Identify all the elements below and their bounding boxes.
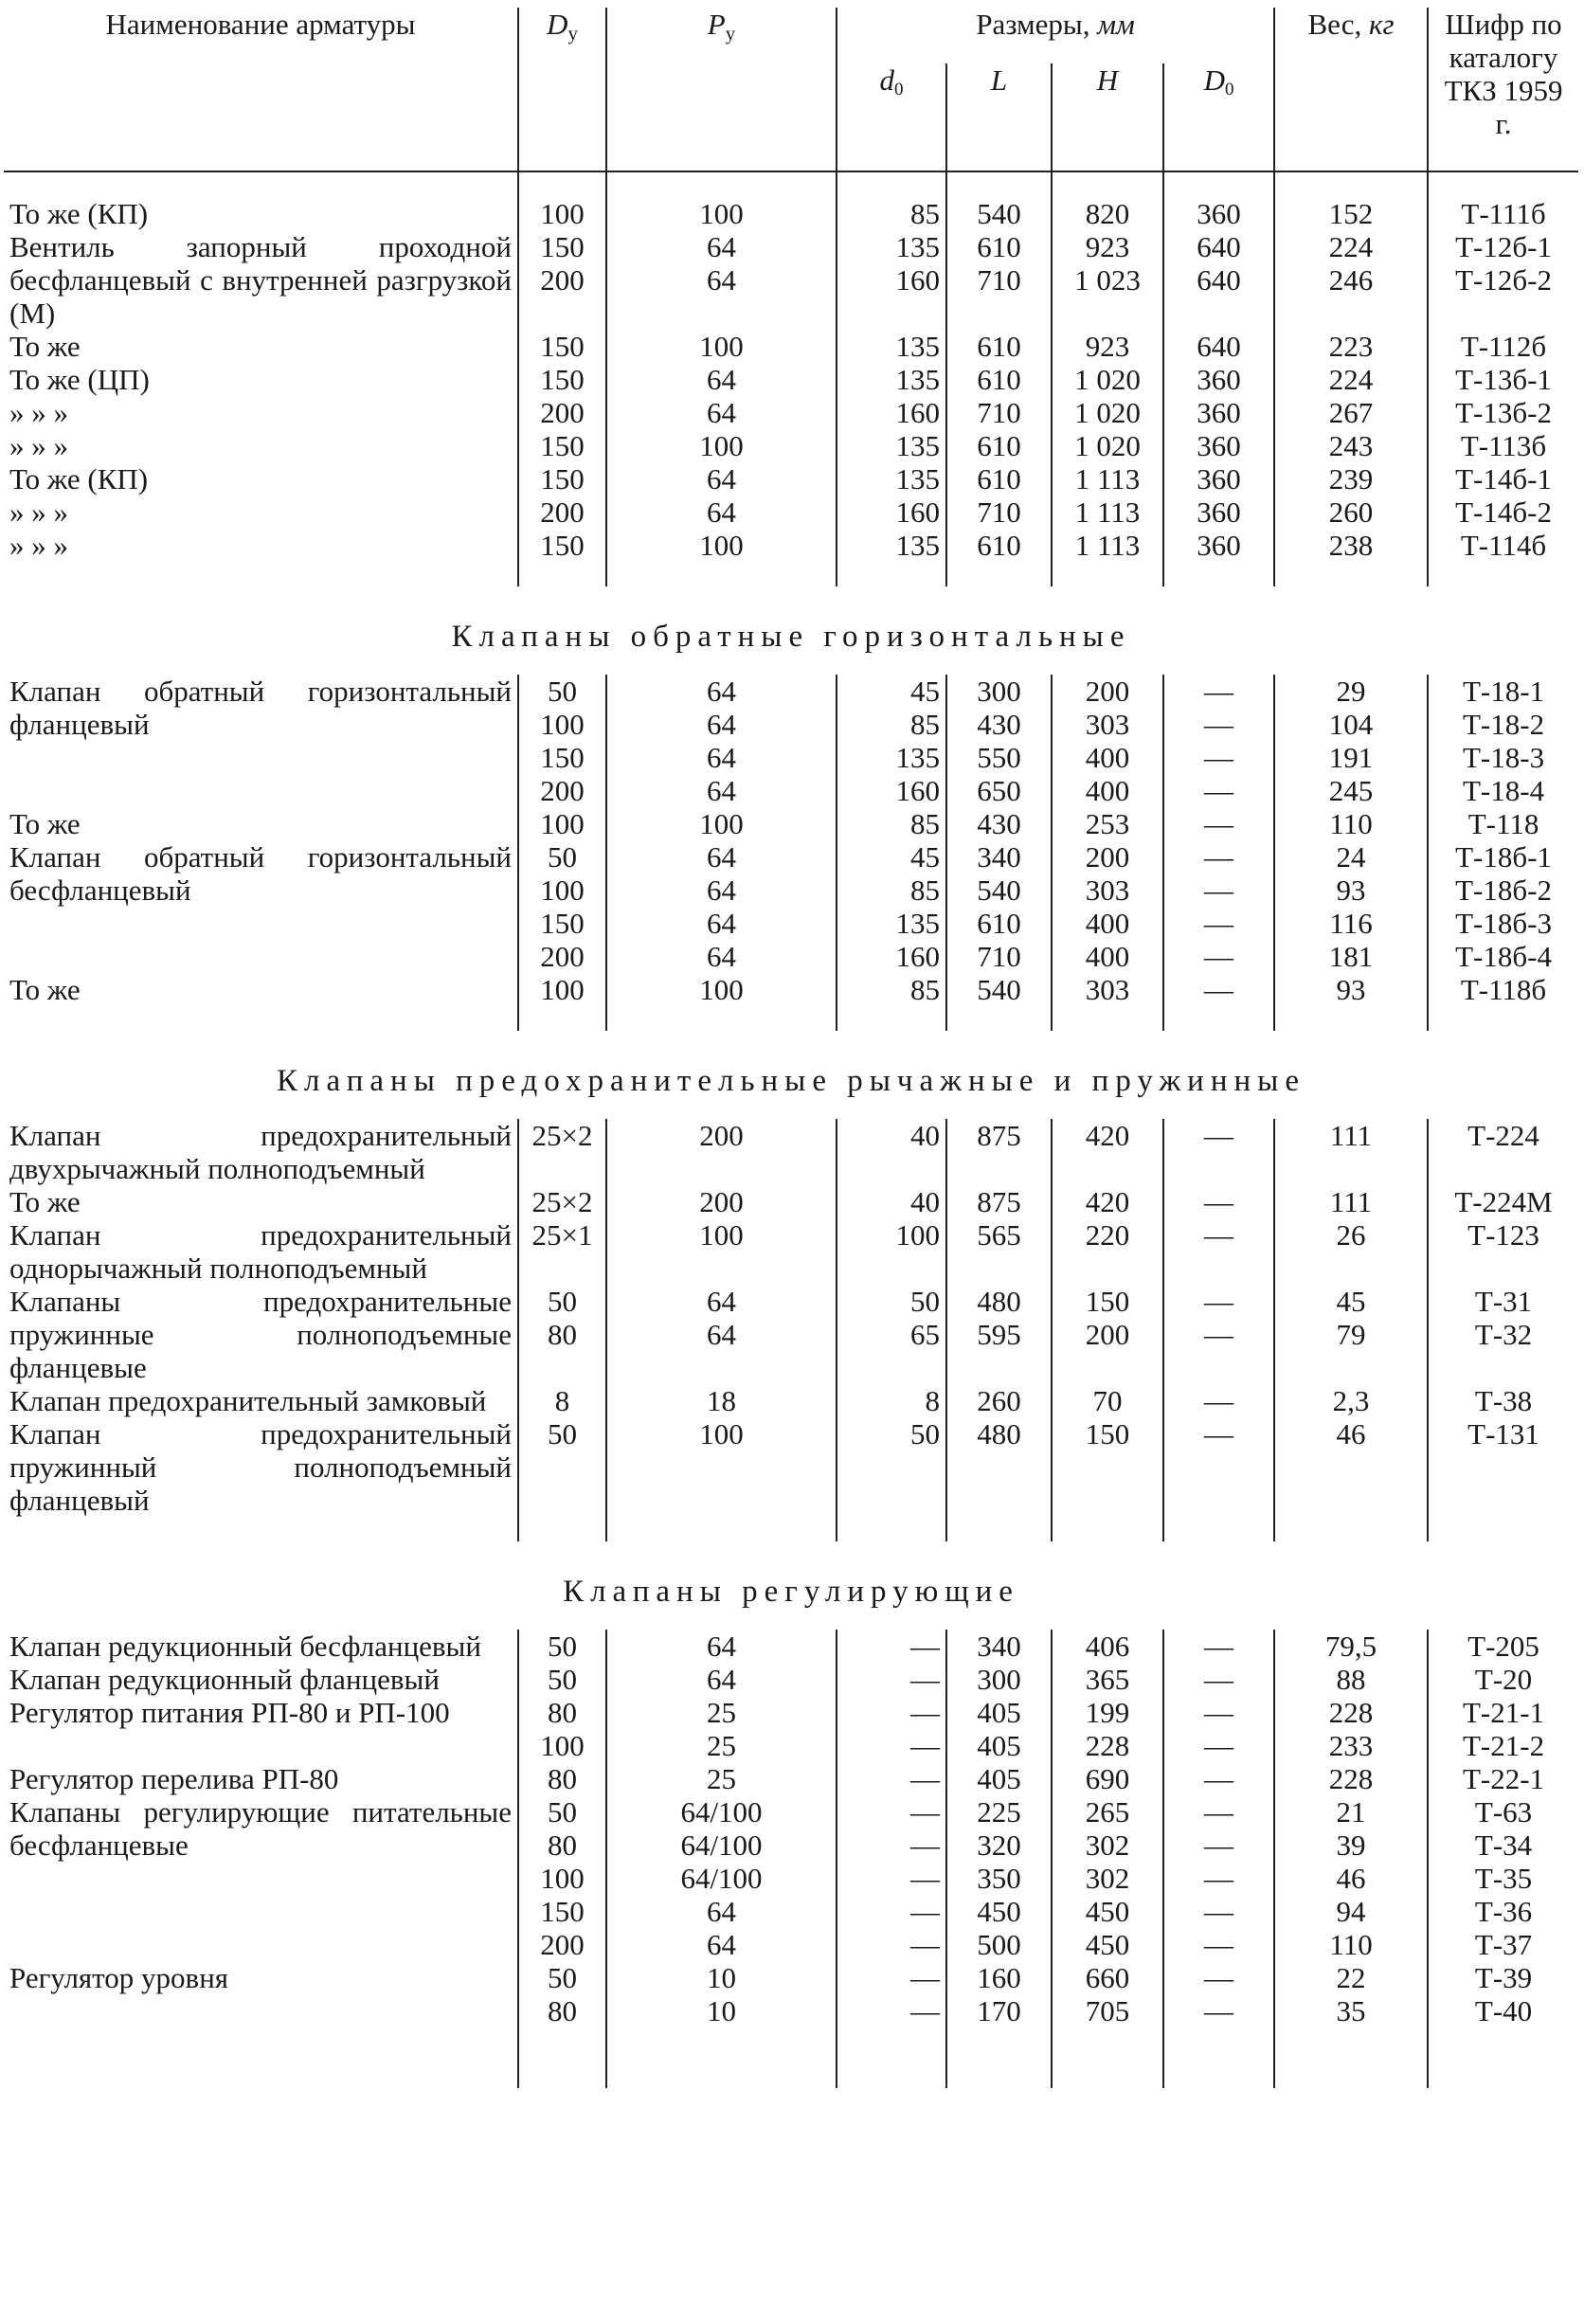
cell-weight: 223 xyxy=(1274,330,1428,363)
cell-weight: 228 xyxy=(1274,1762,1428,1795)
cell-d0: 100 xyxy=(837,1218,946,1285)
cell-code: Т-31 Т-32 xyxy=(1474,1285,1533,1351)
header-code: Шифр по каталогу ТКЗ 1959 г. xyxy=(1428,8,1578,171)
cell-dy: 50 100 150 200 xyxy=(518,840,606,973)
cell-H: 200 303 400 400 xyxy=(1052,840,1163,973)
table-row xyxy=(4,973,1578,1006)
cell-H: 1 020 xyxy=(1052,429,1163,462)
cell-py: 100 xyxy=(606,807,837,840)
cell-code: Т-20 xyxy=(1474,1663,1533,1696)
cell-weight: 88 xyxy=(1274,1663,1428,1696)
cell-H: 690 xyxy=(1052,1762,1163,1795)
spacer-row xyxy=(4,171,1578,197)
table-row xyxy=(4,330,1578,363)
header-H: H xyxy=(1052,63,1163,171)
cell-weight: 2,3 xyxy=(1274,1384,1428,1417)
cell-H: 820 xyxy=(1052,197,1163,230)
table-row xyxy=(4,840,1578,973)
cell-L: 405 xyxy=(946,1762,1052,1795)
cell-dy: 150 xyxy=(518,330,606,363)
cell-D0: — — — — xyxy=(1163,840,1274,973)
cell-weight: 228 233 xyxy=(1274,1696,1428,1762)
cell-py: 200 xyxy=(606,1185,837,1218)
cell-L: 610 xyxy=(946,363,1052,396)
cell-code: Т-224 xyxy=(1467,1119,1539,1152)
table-header xyxy=(4,8,1578,171)
cell-name: Клапан обратный горизонтальный бесфланцевый xyxy=(4,840,518,973)
cell-dy: 50 80 100 150 200 xyxy=(518,1795,606,1961)
cell-code: Т-21-1 Т-21-2 xyxy=(1462,1696,1545,1762)
cell-L: 480 xyxy=(946,1417,1052,1517)
spacer-row xyxy=(4,1517,1578,1541)
table-row xyxy=(4,1218,1578,1285)
cell-H: 923 xyxy=(1052,330,1163,363)
table-row xyxy=(4,807,1578,840)
cell-code: Т-111б xyxy=(1461,197,1546,230)
cell-name: Клапан обратный горизонтальный фланцевый xyxy=(4,675,518,807)
table-row xyxy=(4,1417,1578,1517)
cell-d0: 135 xyxy=(837,462,946,495)
cell-H: 660 705 xyxy=(1052,1961,1163,2027)
cell-D0: 360 xyxy=(1163,462,1274,495)
cell-name: То же xyxy=(4,973,518,1006)
table-row xyxy=(4,363,1578,396)
cell-name: То же (КП) xyxy=(4,462,518,495)
cell-py: 100 xyxy=(606,330,837,363)
cell-dy: 150 xyxy=(518,363,606,396)
cell-d0: 85 xyxy=(837,807,946,840)
cell-D0: 360 xyxy=(1163,197,1274,230)
cell-L: 300 430 550 650 xyxy=(946,675,1052,807)
section-heading-row xyxy=(4,586,1578,675)
cell-d0: 160 xyxy=(837,495,946,529)
cell-weight: 24 93 116 181 xyxy=(1274,840,1428,973)
cell-H: 1 113 xyxy=(1052,495,1163,529)
cell-D0: 360 xyxy=(1163,396,1274,429)
cell-name: То же xyxy=(4,807,518,840)
cell-L: 875 xyxy=(946,1119,1052,1185)
cell-H: 1 113 xyxy=(1052,529,1163,562)
table-row xyxy=(4,1630,1578,1663)
cell-d0: — — xyxy=(837,1696,946,1762)
cell-code: Т-38 xyxy=(1474,1384,1533,1417)
cell-name: То же xyxy=(4,1185,518,1218)
cell-H: 1 020 xyxy=(1052,363,1163,396)
header-d0: d0 xyxy=(837,63,946,171)
cell-name: » » » xyxy=(4,396,518,429)
cell-weight: 224 246 xyxy=(1274,230,1428,330)
table-row xyxy=(4,1762,1578,1795)
table-row xyxy=(4,1384,1578,1417)
cell-d0: 85 xyxy=(837,197,946,230)
cell-name: » » » xyxy=(4,429,518,462)
cell-D0: — — — — xyxy=(1163,675,1274,807)
cell-dy: 50 80 xyxy=(518,1961,606,2027)
cell-code: Т-39 Т-40 xyxy=(1474,1961,1533,2027)
section-heading-row xyxy=(4,1541,1578,1630)
cell-D0: — xyxy=(1163,1185,1274,1218)
cell-weight: 111 xyxy=(1274,1119,1428,1185)
cell-code: Т-18б-1 Т-18б-2 Т-18б-3 Т-18б-4 xyxy=(1455,840,1552,973)
cell-H: 923 1 023 xyxy=(1052,230,1163,330)
header-sizes: Размеры, мм xyxy=(837,8,1274,63)
cell-d0: 160 xyxy=(837,396,946,429)
cell-py: 64 xyxy=(606,462,837,495)
cell-L: 300 xyxy=(946,1663,1052,1696)
cell-L: 480 595 xyxy=(946,1285,1052,1384)
cell-d0: 50 xyxy=(837,1417,946,1517)
cell-name: Регулятор питания РП-80 и РП-100 xyxy=(4,1696,518,1762)
cell-dy: 100 xyxy=(518,973,606,1006)
header-name: Наименование арматуры xyxy=(4,8,518,171)
table-row xyxy=(4,230,1578,330)
cell-name: Регулятор уровня xyxy=(4,1961,518,2027)
header-dy: $D_у$ xyxy=(518,8,606,171)
cell-code: Т-18-1 Т-18-2 Т-18-3 Т-18-4 xyxy=(1462,675,1545,807)
cell-name: Клапаны предохранительные пружинные полноподъемные фланцевые xyxy=(4,1285,518,1384)
cell-weight: 224 xyxy=(1274,363,1428,396)
cell-weight: 93 xyxy=(1274,973,1428,1006)
cell-code: Т-14б-2 xyxy=(1455,495,1552,529)
cell-py: 25 25 xyxy=(606,1696,837,1762)
cell-D0: 360 xyxy=(1163,429,1274,462)
cell-weight: 46 xyxy=(1274,1417,1428,1517)
table-row xyxy=(4,1119,1578,1185)
cell-d0: 135 xyxy=(837,529,946,562)
cell-dy: 50 xyxy=(518,1630,606,1663)
cell-weight: 238 xyxy=(1274,529,1428,562)
cell-L: 875 xyxy=(946,1185,1052,1218)
cell-L: 710 xyxy=(946,396,1052,429)
cell-L: 610 xyxy=(946,529,1052,562)
cell-d0: — xyxy=(837,1663,946,1696)
cell-D0: — xyxy=(1163,1417,1274,1517)
cell-H: 420 xyxy=(1052,1119,1163,1185)
cell-weight: 152 xyxy=(1274,197,1428,230)
cell-name: Клапан редукционный бесфланцевый xyxy=(4,1630,518,1663)
table-row xyxy=(4,1185,1578,1218)
cell-L: 405 405 xyxy=(946,1696,1052,1762)
cell-D0: — xyxy=(1163,1384,1274,1417)
cell-dy: 80 100 xyxy=(518,1696,606,1762)
cell-D0: — — xyxy=(1163,1696,1274,1762)
cell-H: 303 xyxy=(1052,973,1163,1006)
cell-d0: 45 85 135 160 xyxy=(837,675,946,807)
cell-name: Вентиль запорный проходной бесфланцевый с внутренней разгрузкой (М) xyxy=(4,230,518,330)
table-row xyxy=(4,1795,1578,1961)
cell-L: 340 540 610 710 xyxy=(946,840,1052,973)
cell-H: 265 302 302 450 450 xyxy=(1052,1795,1163,1961)
cell-weight: 243 xyxy=(1274,429,1428,462)
cell-code: Т-22-1 xyxy=(1462,1762,1545,1795)
cell-dy: 25×2 xyxy=(518,1185,606,1218)
cell-code: Т-205 xyxy=(1467,1630,1539,1663)
cell-name: То же (ЦП) xyxy=(4,363,518,396)
cell-d0: — — xyxy=(837,1961,946,2027)
table-row xyxy=(4,675,1578,807)
cell-name: » » » xyxy=(4,529,518,562)
cell-py: 100 xyxy=(606,529,837,562)
valves-table xyxy=(4,8,1578,2088)
cell-dy: 150 xyxy=(518,462,606,495)
cell-code: Т-114б xyxy=(1460,529,1547,562)
cell-name: То же (КП) xyxy=(4,197,518,230)
cell-dy: 80 xyxy=(518,1762,606,1795)
cell-D0: 360 xyxy=(1163,363,1274,396)
table-row xyxy=(4,1961,1578,2027)
cell-D0: 360 xyxy=(1163,495,1274,529)
cell-d0: 135 xyxy=(837,330,946,363)
cell-code: Т-14б-1 xyxy=(1455,462,1552,495)
cell-L: 430 xyxy=(946,807,1052,840)
cell-weight: 267 xyxy=(1274,396,1428,429)
cell-weight: 26 xyxy=(1274,1218,1428,1285)
cell-py: 100 xyxy=(606,1218,837,1285)
cell-py: 64 xyxy=(606,1663,837,1696)
cell-dy: 50 xyxy=(518,1663,606,1696)
cell-H: 150 xyxy=(1052,1417,1163,1517)
cell-D0: — xyxy=(1163,1762,1274,1795)
cell-code: Т-131 xyxy=(1467,1417,1539,1450)
cell-name: Клапан предохранительный однорычажный полноподъемный xyxy=(4,1218,518,1285)
cell-py: 64 xyxy=(606,363,837,396)
cell-d0: 8 xyxy=(837,1384,946,1417)
spacer-row xyxy=(4,2027,1578,2088)
cell-dy: 25×1 xyxy=(518,1218,606,1285)
cell-D0: 360 xyxy=(1163,529,1274,562)
cell-code: Т-123 xyxy=(1467,1218,1539,1252)
cell-L: 610 710 xyxy=(946,230,1052,330)
cell-dy: 100 xyxy=(518,807,606,840)
table-row xyxy=(4,429,1578,462)
cell-H: 1 113 xyxy=(1052,462,1163,495)
cell-code: Т-13б-1 xyxy=(1455,363,1552,396)
cell-weight: 239 xyxy=(1274,462,1428,495)
cell-d0: 45 85 135 160 xyxy=(837,840,946,973)
spacer-row xyxy=(4,562,1578,586)
section-heading-row xyxy=(4,1031,1578,1119)
cell-L: 160 170 xyxy=(946,1961,1052,2027)
cell-L: 710 xyxy=(946,495,1052,529)
cell-dy: 150 200 xyxy=(518,230,606,330)
cell-weight: 79,5 xyxy=(1274,1630,1428,1663)
section-title: Клапаны регулирующие xyxy=(563,1575,1019,1609)
cell-H: 200 303 400 400 xyxy=(1052,675,1163,807)
cell-L: 540 xyxy=(946,197,1052,230)
cell-D0: — — — — — xyxy=(1163,1795,1274,1961)
cell-weight: 111 xyxy=(1274,1185,1428,1218)
cell-py: 100 xyxy=(606,1417,837,1517)
cell-dy: 50 80 xyxy=(518,1285,606,1384)
cell-weight: 21 39 46 94 110 xyxy=(1274,1795,1428,1961)
cell-py: 10 10 xyxy=(606,1961,837,2027)
cell-py: 64 64 xyxy=(606,1285,837,1384)
cell-code: Т-118 xyxy=(1467,807,1539,840)
cell-name: Клапан предохранительный двухрычажный полноподъемный xyxy=(4,1119,518,1185)
cell-H: 253 xyxy=(1052,807,1163,840)
cell-H: 406 xyxy=(1052,1630,1163,1663)
cell-py: 25 xyxy=(606,1762,837,1795)
cell-py: 64 xyxy=(606,495,837,529)
cell-name: Клапан предохранительный замковый xyxy=(4,1384,518,1417)
cell-py: 64/100 64/100 64/100 64 64 xyxy=(606,1795,837,1961)
cell-name: Клапаны регулирующие питательные бесфланцевые xyxy=(4,1795,518,1961)
section-title: Клапаны предохранительные рычажные и пружинные xyxy=(277,1064,1305,1098)
cell-L: 260 xyxy=(946,1384,1052,1417)
cell-H: 220 xyxy=(1052,1218,1163,1285)
cell-py: 64 xyxy=(606,1630,837,1663)
section-title: Клапаны обратные горизонтальные xyxy=(451,620,1131,654)
cell-code: Т-13б-2 xyxy=(1455,396,1552,429)
cell-L: 340 xyxy=(946,1630,1052,1663)
cell-d0: — — — — — xyxy=(837,1795,946,1961)
cell-L: 610 xyxy=(946,429,1052,462)
cell-D0: — xyxy=(1163,1119,1274,1185)
header-weight: Вес, кг xyxy=(1274,8,1428,171)
cell-weight: 45 79 xyxy=(1274,1285,1428,1384)
table-row xyxy=(4,1285,1578,1384)
cell-D0: — — xyxy=(1163,1961,1274,2027)
cell-D0: — xyxy=(1163,1218,1274,1285)
cell-name: Клапан редукционный фланцевый xyxy=(4,1663,518,1696)
table-row xyxy=(4,529,1578,562)
cell-code: Т-224М xyxy=(1454,1185,1553,1218)
cell-L: 540 xyxy=(946,973,1052,1006)
cell-dy: 25×2 xyxy=(518,1119,606,1185)
cell-d0: 50 65 xyxy=(837,1285,946,1384)
cell-name: Клапан предохранительный пружинный полноподъемный фланцевый xyxy=(4,1417,518,1517)
cell-dy: 100 xyxy=(518,197,606,230)
table-row xyxy=(4,462,1578,495)
cell-L: 225 320 350 450 500 xyxy=(946,1795,1052,1961)
cell-D0: — xyxy=(1163,807,1274,840)
cell-d0: 40 xyxy=(837,1185,946,1218)
cell-dy: 50 100 150 200 xyxy=(518,675,606,807)
cell-D0: 640 xyxy=(1163,330,1274,363)
cell-dy: 150 xyxy=(518,429,606,462)
table-row xyxy=(4,495,1578,529)
table-row xyxy=(4,396,1578,429)
table-row xyxy=(4,1696,1578,1762)
table-row xyxy=(4,197,1578,230)
cell-name: То же xyxy=(4,330,518,363)
cell-py: 100 xyxy=(606,197,837,230)
cell-L: 610 xyxy=(946,462,1052,495)
cell-H: 1 020 xyxy=(1052,396,1163,429)
cell-py: 18 xyxy=(606,1384,837,1417)
cell-H: 70 xyxy=(1052,1384,1163,1417)
cell-py: 64 64 64 64 xyxy=(606,675,837,807)
cell-L: 610 xyxy=(946,330,1052,363)
cell-code: Т-112б xyxy=(1460,330,1547,363)
cell-py: 64 64 64 64 xyxy=(606,840,837,973)
cell-H: 420 xyxy=(1052,1185,1163,1218)
cell-dy: 150 xyxy=(518,529,606,562)
cell-H: 150 200 xyxy=(1052,1285,1163,1384)
cell-py: 200 xyxy=(606,1119,837,1185)
cell-code: Т-63 Т-34 Т-35 Т-36 Т-37 xyxy=(1474,1795,1533,1961)
cell-py: 64 xyxy=(606,396,837,429)
cell-dy: 50 xyxy=(518,1417,606,1517)
header-L: L xyxy=(946,63,1052,171)
cell-D0: 640 640 xyxy=(1163,230,1274,330)
cell-weight: 260 xyxy=(1274,495,1428,529)
cell-d0: 85 xyxy=(837,973,946,1006)
cell-name: Регулятор перелива РП-80 xyxy=(4,1762,518,1795)
cell-code: Т-12б-1 Т-12б-2 xyxy=(1455,230,1552,297)
spacer-row xyxy=(4,1006,1578,1031)
header-D0: D0 xyxy=(1163,63,1274,171)
cell-name: » » » xyxy=(4,495,518,529)
cell-D0: — xyxy=(1163,1630,1274,1663)
cell-D0: — — xyxy=(1163,1285,1274,1384)
cell-d0: 135 xyxy=(837,429,946,462)
cell-d0: — xyxy=(837,1630,946,1663)
cell-weight: 22 35 xyxy=(1274,1961,1428,2027)
cell-weight: 29 104 191 245 xyxy=(1274,675,1428,807)
cell-H: 365 xyxy=(1052,1663,1163,1696)
cell-dy: 200 xyxy=(518,495,606,529)
cell-d0: 40 xyxy=(837,1119,946,1185)
header-py: $P_у$ xyxy=(606,8,837,171)
cell-code: Т-113б xyxy=(1460,429,1547,462)
cell-d0: — xyxy=(837,1762,946,1795)
cell-py: 100 xyxy=(606,973,837,1006)
cell-D0: — xyxy=(1163,973,1274,1006)
cell-dy: 8 xyxy=(518,1384,606,1417)
cell-D0: — xyxy=(1163,1663,1274,1696)
cell-py: 100 xyxy=(606,429,837,462)
cell-weight: 110 xyxy=(1274,807,1428,840)
cell-H: 199 228 xyxy=(1052,1696,1163,1762)
cell-L: 565 xyxy=(946,1218,1052,1285)
table-row xyxy=(4,1663,1578,1696)
cell-d0: 135 xyxy=(837,363,946,396)
cell-code: Т-118б xyxy=(1460,973,1547,1006)
table-body xyxy=(4,171,1578,2088)
cell-dy: 200 xyxy=(518,396,606,429)
cell-d0: 135 160 xyxy=(837,230,946,330)
cell-py: 64 64 xyxy=(606,230,837,330)
